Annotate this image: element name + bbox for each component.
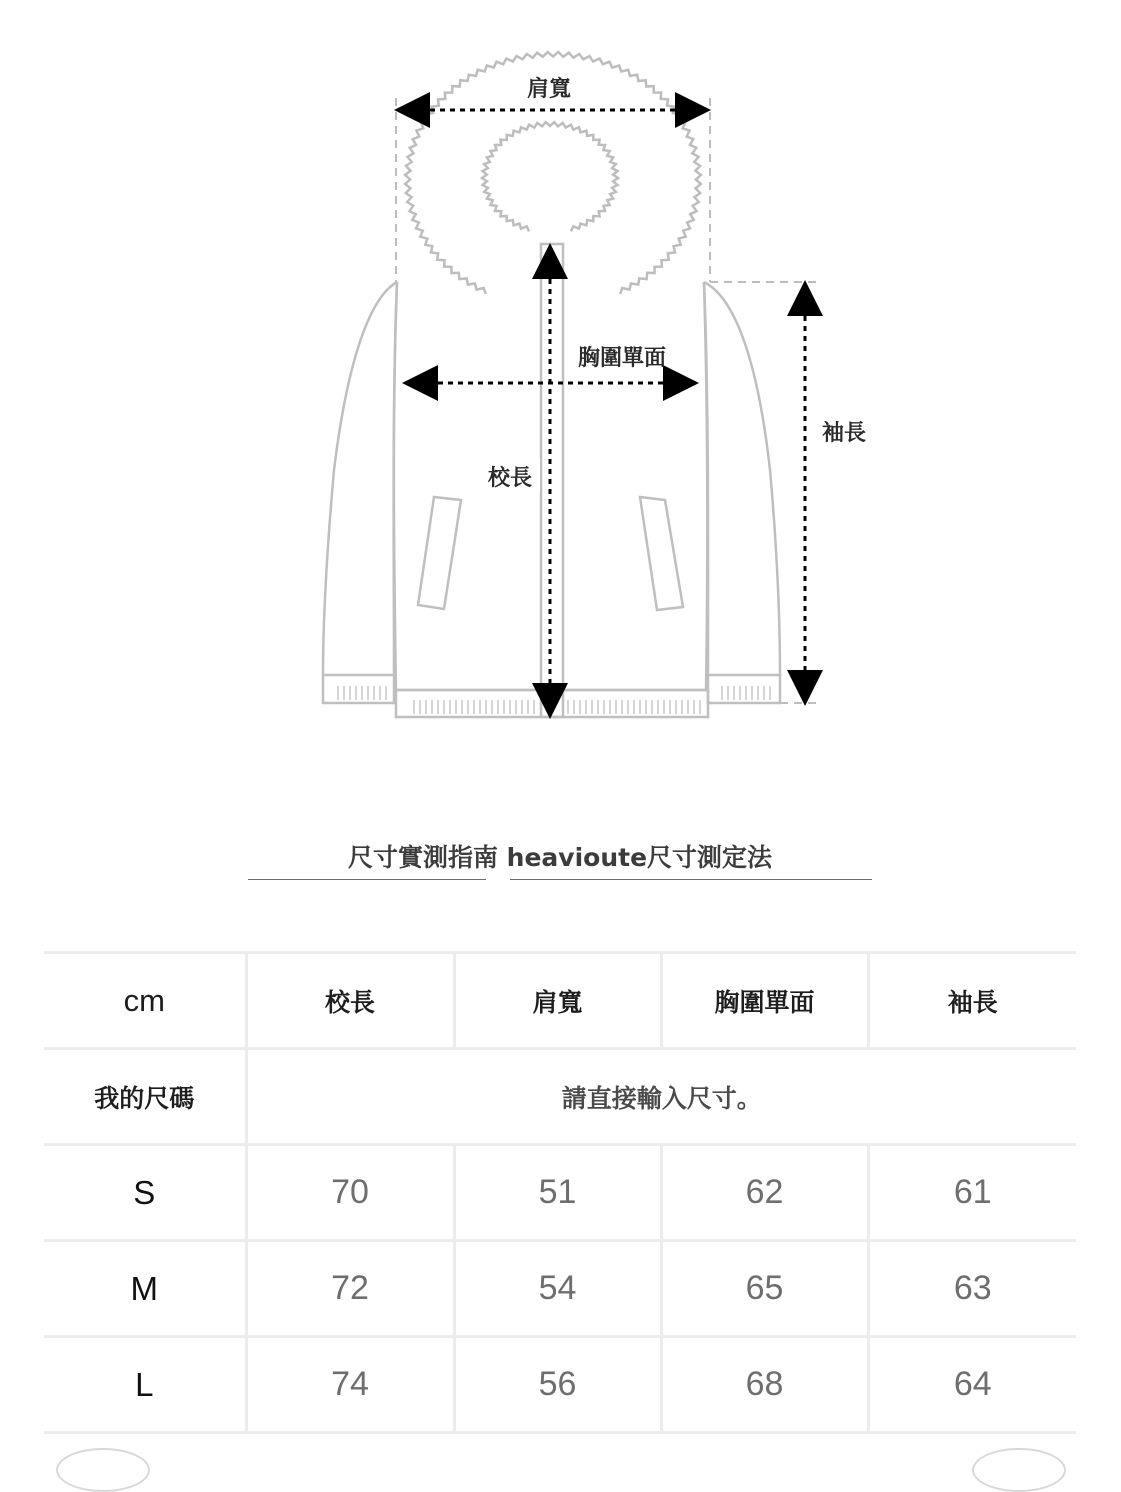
my-size-input-hint[interactable]: 請直接輸入尺寸。 xyxy=(246,1049,1076,1145)
column-header: 胸圍單面 xyxy=(661,953,868,1049)
table-row xyxy=(44,1241,1076,1337)
column-header: 袖長 xyxy=(868,953,1076,1049)
shoulder-label: 肩寬 xyxy=(526,77,572,102)
table-row xyxy=(44,1337,1076,1433)
size-guide-title: 尺寸實測指南 heavioute尺寸測定法 xyxy=(347,843,773,872)
length-label: 校長 xyxy=(487,466,533,491)
unit-header: cm xyxy=(44,953,246,1049)
table-cell: 51 xyxy=(454,1145,661,1241)
column-header: 肩寬 xyxy=(454,953,661,1049)
table-cell: 64 xyxy=(868,1337,1076,1433)
table-cell: 68 xyxy=(661,1337,868,1433)
size-label: S xyxy=(44,1145,246,1241)
scroll-right-button[interactable] xyxy=(972,1448,1066,1492)
table-cell: 54 xyxy=(454,1241,661,1337)
table-cell: 70 xyxy=(246,1145,454,1241)
size-table xyxy=(44,951,1076,1434)
table-cell: 63 xyxy=(868,1241,1076,1337)
scroll-left-button[interactable] xyxy=(56,1448,150,1492)
table-cell: 61 xyxy=(868,1145,1076,1241)
my-size-row xyxy=(44,1049,1076,1145)
table-cell: 72 xyxy=(246,1241,454,1337)
size-guide-heading xyxy=(248,838,872,882)
sleeve-label: 袖長 xyxy=(821,421,867,446)
underline-divider xyxy=(248,879,486,880)
table-row xyxy=(44,1145,1076,1241)
table-cell: 62 xyxy=(661,1145,868,1241)
table-cell: 56 xyxy=(454,1337,661,1433)
size-label: L xyxy=(44,1337,246,1433)
size-label: M xyxy=(44,1241,246,1337)
table-header-row xyxy=(44,953,1076,1049)
table-cell: 65 xyxy=(661,1241,868,1337)
chest-label: 胸圍單面 xyxy=(577,346,667,371)
my-size-label: 我的尺碼 xyxy=(44,1049,246,1145)
table-cell: 74 xyxy=(246,1337,454,1433)
underline-divider xyxy=(510,879,872,880)
column-header: 校長 xyxy=(246,953,454,1049)
